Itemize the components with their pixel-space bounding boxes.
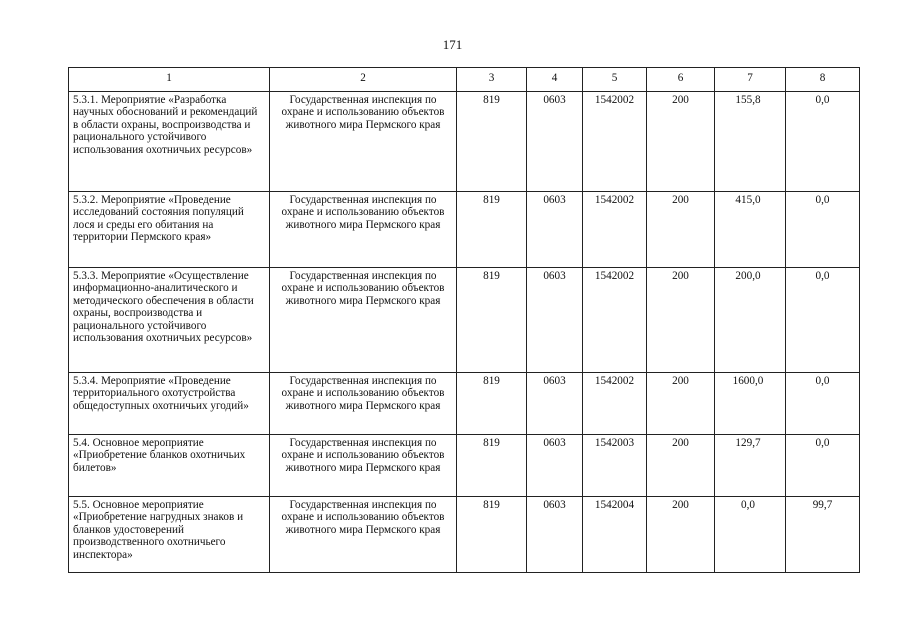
amount-col8: 0,0 [786, 373, 860, 435]
table-row [69, 373, 860, 435]
table-row [69, 92, 860, 192]
budget-table [68, 67, 860, 573]
responsible-org: Государственная инспекция по охране и использованию объектов животного мира Пермского края [270, 497, 457, 573]
code-col4: 0603 [527, 497, 583, 573]
column-header: 1 [69, 68, 270, 92]
column-header: 3 [457, 68, 527, 92]
column-header: 7 [715, 68, 786, 92]
code-col3: 819 [457, 373, 527, 435]
code-col3: 819 [457, 435, 527, 497]
code-col3: 819 [457, 497, 527, 573]
column-header: 2 [270, 68, 457, 92]
amount-col7: 0,0 [715, 497, 786, 573]
column-header: 6 [647, 68, 715, 92]
table-row [69, 192, 860, 268]
code-col6: 200 [647, 268, 715, 373]
table-row [69, 497, 860, 573]
activity-name: 5.3.1. Мероприятие «Разработка научных обоснований и рекомендаций в области охраны, воспроизводства и рационального устойчивого использования охотничьих ресурсов» [69, 92, 270, 192]
code-col4: 0603 [527, 92, 583, 192]
amount-col8: 0,0 [786, 268, 860, 373]
code-col5: 1542003 [583, 435, 647, 497]
code-col5: 1542002 [583, 192, 647, 268]
code-col5: 1542004 [583, 497, 647, 573]
amount-col8: 0,0 [786, 92, 860, 192]
code-col4: 0603 [527, 373, 583, 435]
amount-col7: 415,0 [715, 192, 786, 268]
activity-name: 5.4. Основное мероприятие «Приобретение бланков охотничьих билетов» [69, 435, 270, 497]
amount-col8: 0,0 [786, 435, 860, 497]
code-col5: 1542002 [583, 268, 647, 373]
page-number: 171 [442, 37, 463, 52]
code-col5: 1542002 [583, 92, 647, 192]
amount-col7: 129,7 [715, 435, 786, 497]
table-row [69, 268, 860, 373]
column-header: 5 [583, 68, 647, 92]
code-col6: 200 [647, 192, 715, 268]
responsible-org: Государственная инспекция по охране и использованию объектов животного мира Пермского края [270, 192, 457, 268]
code-col6: 200 [647, 373, 715, 435]
responsible-org: Государственная инспекция по охране и использованию объектов животного мира Пермского края [270, 373, 457, 435]
code-col3: 819 [457, 192, 527, 268]
header-row [69, 68, 860, 92]
code-col3: 819 [457, 92, 527, 192]
activity-name: 5.3.4. Мероприятие «Проведение территориального охотустройства общедоступных охотничьих угодий» [69, 373, 270, 435]
responsible-org: Государственная инспекция по охране и использованию объектов животного мира Пермского края [270, 92, 457, 192]
responsible-org: Государственная инспекция по охране и использованию объектов животного мира Пермского края [270, 268, 457, 373]
code-col4: 0603 [527, 192, 583, 268]
activity-name: 5.5. Основное мероприятие «Приобретение нагрудных знаков и бланков удостоверений производственного охотничьего инспектора» [69, 497, 270, 573]
code-col6: 200 [647, 497, 715, 573]
activity-name: 5.3.3. Мероприятие «Осуществление информационно-аналитического и методического обеспечения в области охраны, воспроизводства и рационального устойчивого использования охотничьих ресурсов» [69, 268, 270, 373]
activity-name: 5.3.2. Мероприятие «Проведение исследований состояния популяций лося и среды его обитания на территории Пермского края» [69, 192, 270, 268]
amount-col7: 200,0 [715, 268, 786, 373]
code-col3: 819 [457, 268, 527, 373]
code-col6: 200 [647, 435, 715, 497]
code-col6: 200 [647, 92, 715, 192]
amount-col7: 1600,0 [715, 373, 786, 435]
column-header: 8 [786, 68, 860, 92]
table-row [69, 435, 860, 497]
responsible-org: Государственная инспекция по охране и использованию объектов животного мира Пермского края [270, 435, 457, 497]
amount-col8: 0,0 [786, 192, 860, 268]
column-header: 4 [527, 68, 583, 92]
amount-col7: 155,8 [715, 92, 786, 192]
code-col5: 1542002 [583, 373, 647, 435]
code-col4: 0603 [527, 435, 583, 497]
code-col4: 0603 [527, 268, 583, 373]
amount-col8: 99,7 [786, 497, 860, 573]
